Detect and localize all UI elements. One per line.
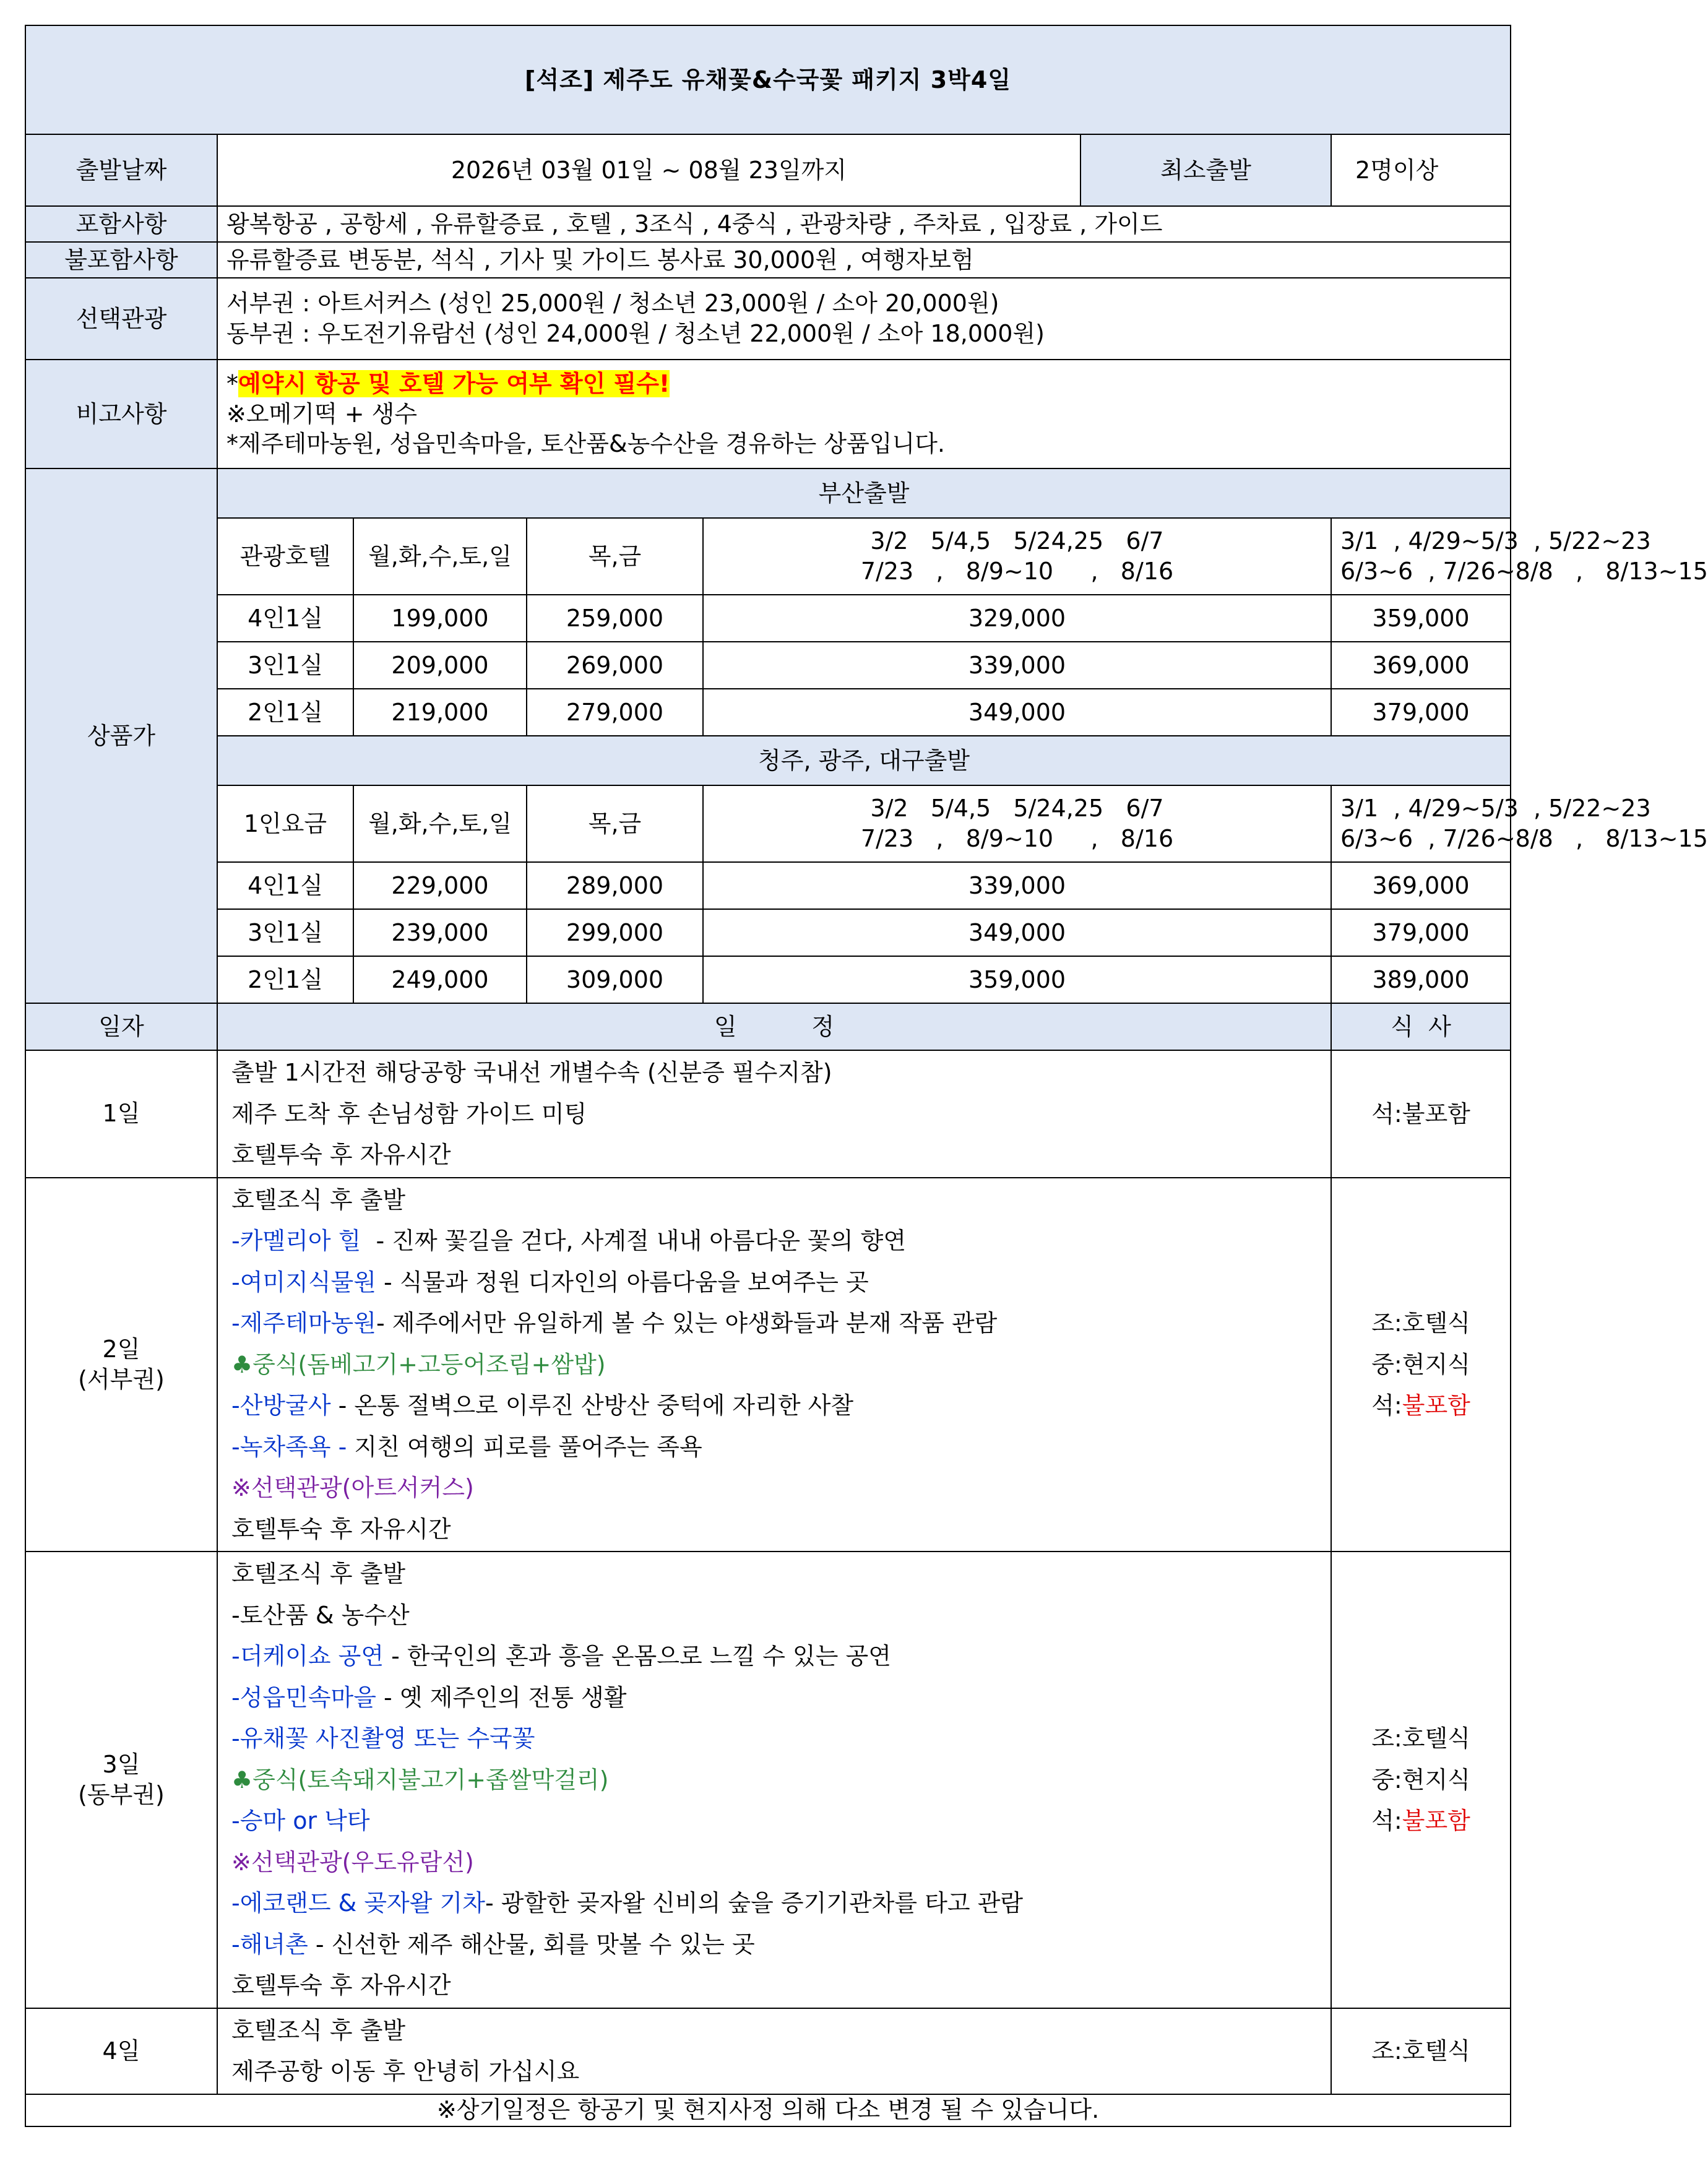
price-thu-fri: 279,000 [527,689,703,736]
schedule-plan [217,2008,1331,2094]
meal-type: 석: [1371,1807,1402,1834]
plan-text: -산방굴사 [231,1392,331,1419]
price-thu-fri: 259,000 [527,595,703,642]
plan-text: - 식물과 정원 디자인의 아름다움을 보여주는 곳 [376,1268,869,1296]
price-period-a: 339,000 [703,862,1331,909]
plan-text: 호텔투숙 후 자유시간 [231,1972,451,1999]
room-type: 3인1실 [217,642,353,689]
price-group-title: 부산출발 [217,468,1511,518]
meal-value: 현지식 [1402,1350,1470,1378]
plan-line [231,1180,1322,1221]
remarks-value [217,360,1511,468]
remarks-line-1 [226,369,1501,399]
day-number: 1일 [102,1100,140,1128]
excluded-value: 유류할증료 변동분, 석식 , 기사 및 가이드 봉사료 30,000원 , 여행자보험 [217,242,1511,278]
price-period-b: 359,000 [1331,595,1511,642]
plan-line [231,1303,1322,1344]
room-type: 2인1실 [217,956,353,1003]
meal-type: 중: [1371,1350,1402,1378]
plan-text: 호텔조식 후 출발 [231,1186,406,1214]
meal-line [1340,1800,1501,1842]
plan-line [231,1262,1322,1303]
period-a-line: 7/23 , 8/9~10 , 8/16 [860,558,1174,585]
remarks-highlight: 예약시 항공 및 호텔 가능 여부 확인 필수! [238,370,670,398]
plan-text: -카멜리아 힐 [231,1227,369,1254]
period-b-line: 6/3~6 , 7/26~8/8 , 8/13~15 [1340,558,1708,585]
min-departure-label: 최소출발 [1080,134,1331,206]
price-header-thu-fri: 목,금 [527,518,703,595]
plan-line [231,1094,1322,1135]
remarks-line-3: *제주테마농원, 성읍민속마을, 토산품&농수산을 경유하는 상품입니다. [226,430,946,458]
price-row [25,595,1511,642]
price-row [25,642,1511,689]
optional-tour-value [217,278,1511,360]
meal-type: 석: [1371,1100,1402,1128]
plan-text: -제주테마농원 [231,1310,376,1337]
plan-text: -성읍민속마을 [231,1683,376,1711]
plan-line [231,1759,1322,1801]
day-region: (동부권) [78,1780,165,1808]
meal-value: 호텔식 [1402,1310,1470,1337]
package-table [25,25,1708,2127]
schedule-meals [1331,1050,1511,1178]
excluded-label: 불포함사항 [25,242,217,278]
period-a-line: 3/2 5/4,5 5/24,25 6/7 [870,795,1164,822]
included-label: 포함사항 [25,206,217,242]
price-header-period-a [703,785,1331,862]
plan-line [231,2010,1322,2052]
plan-line [231,1052,1322,1094]
plan-line [231,1344,1322,1386]
schedule-day [25,1552,217,2008]
plan-text: ※선택관광(아트서커스) [231,1474,474,1501]
schedule-day-row [25,1552,1511,2008]
price-header-corner: 1인요금 [217,785,353,862]
page-title: [석조] 제주도 유채꽃&수국꽃 패키지 3박4일 [25,25,1511,134]
plan-text: ♣중식(돔베고기+고등어조림+쌈밥) [231,1350,606,1378]
plan-text: - 한국인의 혼과 흥을 온몸으로 느낄 수 있는 공연 [384,1642,891,1670]
schedule-footer-note: ※상기일정은 항공기 및 현지사정 의해 다소 변경 될 수 있습니다. [25,2094,1511,2126]
min-departure-value: 2명이상 [1331,134,1511,206]
day-region: (서부권) [78,1365,165,1393]
period-a-line: 3/2 5/4,5 5/24,25 6/7 [870,527,1164,555]
tour-package-document [25,25,1708,2127]
plan-text: - 옛 제주인의 전통 생활 [376,1683,627,1711]
schedule-day-row [25,1050,1511,1178]
plan-line [231,1509,1322,1550]
plan-line [231,2051,1322,2092]
price-weekday: 229,000 [353,862,527,909]
meal-line [1340,1344,1501,1386]
schedule-plan [217,1050,1331,1178]
plan-text: ※선택관광(우도유람선) [231,1848,474,1876]
schedule-day [25,1050,217,1178]
meal-line [1340,1303,1501,1344]
plan-text: - 광할한 곶자왈 신비의 숲을 증기기관차를 타고 관람 [485,1889,1024,1917]
price-row [25,956,1511,1003]
plan-text: 지친 여행의 피로를 풀어주는 족욕 [347,1433,702,1461]
plan-line [231,1467,1322,1509]
schedule-day-row [25,2008,1511,2094]
meal-value: 불포함 [1402,1100,1470,1128]
meal-type: 석: [1371,1392,1402,1419]
plan-line [231,1965,1322,2006]
price-period-a: 359,000 [703,956,1331,1003]
period-b-line: 3/1 , 4/29~5/3 , 5/22~23 [1340,527,1651,555]
price-header-weekday: 월,화,수,토,일 [353,518,527,595]
schedule-meals [1331,1552,1511,2008]
plan-text: -녹차족욕 - [231,1433,347,1461]
remarks-label: 비고사항 [25,360,217,468]
plan-line [231,1636,1322,1677]
price-period-b: 379,000 [1331,689,1511,736]
plan-line [231,1220,1322,1262]
plan-text: 호텔투숙 후 자유시간 [231,1141,451,1168]
price-thu-fri: 289,000 [527,862,703,909]
included-value: 왕복항공 , 공항세 , 유류할증료 , 호텔 , 3조식 , 4중식 , 관광차량 , 주차료 , 입장료 , 가이드 [217,206,1511,242]
room-type: 2인1실 [217,689,353,736]
plan-text: 제주공항 이동 후 안녕히 가십시요 [231,2058,580,2085]
price-period-a: 329,000 [703,595,1331,642]
price-header-weekday: 월,화,수,토,일 [353,785,527,862]
meal-value: 현지식 [1402,1766,1470,1793]
price-weekday: 249,000 [353,956,527,1003]
meal-type: 조: [1371,2037,1402,2065]
plan-text: 제주 도착 후 손님성함 가이드 미팅 [231,1100,587,1128]
price-period-b: 379,000 [1331,909,1511,956]
plan-text: 호텔조식 후 출발 [231,1560,406,1587]
plan-line [231,1595,1322,1636]
plan-line [231,1800,1322,1842]
optional-tour-label: 선택관광 [25,278,217,360]
plan-line [231,1385,1322,1426]
price-period-a: 339,000 [703,642,1331,689]
optional-tour-west: 서부권 : 아트서커스 (성인 25,000원 / 청소년 23,000원 / 소아 20,000원) [226,290,999,317]
price-label: 상품가 [25,468,217,1003]
meal-line [1340,1385,1501,1426]
meal-line [1340,1759,1501,1801]
meal-value: 호텔식 [1402,2037,1470,2065]
meal-type: 조: [1371,1725,1402,1752]
plan-text: 호텔투숙 후 자유시간 [231,1515,451,1543]
schedule-day-row [25,1178,1511,1552]
price-header-period-b [1331,785,1708,862]
plan-line [231,1842,1322,1883]
room-type: 3인1실 [217,909,353,956]
plan-line [231,1924,1322,1966]
plan-text: -더케이쇼 공연 [231,1642,384,1670]
period-a-line: 7/23 , 8/9~10 , 8/16 [860,825,1174,852]
plan-line [231,1718,1322,1759]
price-row [25,689,1511,736]
price-weekday: 209,000 [353,642,527,689]
plan-line [231,1426,1322,1468]
plan-text: - 진짜 꽃길을 걷다, 사계절 내내 아름다운 꽃의 향연 [368,1227,907,1254]
price-weekday: 199,000 [353,595,527,642]
schedule-plan [217,1178,1331,1552]
price-weekday: 239,000 [353,909,527,956]
plan-line [231,1553,1322,1595]
meal-value: 불포함 [1402,1807,1470,1834]
schedule-day [25,1178,217,1552]
price-period-a: 349,000 [703,689,1331,736]
plan-text: -승마 or 낙타 [231,1807,370,1834]
depart-date-label: 출발날짜 [25,134,217,206]
room-type: 4인1실 [217,595,353,642]
period-b-line: 6/3~6 , 7/26~8/8 , 8/13~15 [1340,825,1708,852]
plan-text: - 온통 절벽으로 이루진 산방산 중턱에 자리한 사찰 [330,1392,854,1419]
price-weekday: 219,000 [353,689,527,736]
depart-date-value: 2026년 03월 01일 ~ 08월 23일까지 [217,134,1080,206]
plan-text: - 신선한 제주 해산물, 회를 맛볼 수 있는 곳 [308,1930,755,1958]
schedule-meals [1331,2008,1511,2094]
meal-line [1340,1718,1501,1759]
day-number: 2일 [102,1336,140,1363]
plan-text: -해녀촌 [231,1930,308,1958]
meal-line [1340,2031,1501,2072]
meal-value: 불포함 [1402,1392,1470,1419]
plan-text: -에코랜드 & 곶자왈 기차 [231,1889,485,1917]
price-header-period-a [703,518,1331,595]
price-period-b: 369,000 [1331,642,1511,689]
schedule-plan [217,1552,1331,2008]
room-type: 4인1실 [217,862,353,909]
schedule-meal-header: 식 사 [1331,1003,1511,1050]
day-number: 4일 [102,2037,140,2065]
price-thu-fri: 269,000 [527,642,703,689]
schedule-day [25,2008,217,2094]
meal-value: 호텔식 [1402,1725,1470,1752]
price-header-thu-fri: 목,금 [527,785,703,862]
price-thu-fri: 309,000 [527,956,703,1003]
plan-text: -토산품 & 농수산 [231,1601,410,1629]
plan-text: -유채꽃 사진촬영 또는 수국꽃 [231,1725,535,1752]
day-number: 3일 [102,1751,140,1779]
price-header-period-b [1331,518,1708,595]
price-period-b: 369,000 [1331,862,1511,909]
schedule-meals [1331,1178,1511,1552]
schedule-plan-header: 일 정 [217,1003,1331,1050]
meal-type: 조: [1371,1310,1402,1337]
plan-line [231,1134,1322,1176]
price-thu-fri: 299,000 [527,909,703,956]
plan-text: ♣중식(토속돼지불고기+좁쌀막걸리) [231,1766,609,1793]
plan-text: - 제주에서만 유일하게 볼 수 있는 야생화들과 분재 작품 관람 [376,1310,998,1337]
price-period-a: 349,000 [703,909,1331,956]
plan-text: 출발 1시간전 해당공항 국내선 개별수속 (신분증 필수지참) [231,1059,832,1086]
meal-line [1340,1094,1501,1135]
schedule-day-header: 일자 [25,1003,217,1050]
optional-tour-east: 동부권 : 우도전기유람선 (성인 24,000원 / 청소년 22,000원 / 소아 18,000원) [226,320,1045,347]
meal-type: 중: [1371,1766,1402,1793]
price-row [25,862,1511,909]
plan-text: 호텔조식 후 출발 [231,2016,406,2044]
plan-text: -여미지식물원 [231,1268,376,1296]
plan-line [231,1677,1322,1719]
remarks-line-2: ※오메기떡 + 생수 [226,400,418,428]
plan-line [231,1883,1322,1924]
price-group-title: 청주, 광주, 대구출발 [217,736,1511,785]
price-row [25,909,1511,956]
price-header-corner: 관광호텔 [217,518,353,595]
remarks-prefix: * [226,370,238,398]
price-period-b: 389,000 [1331,956,1511,1003]
period-b-line: 3/1 , 4/29~5/3 , 5/22~23 [1340,795,1651,822]
